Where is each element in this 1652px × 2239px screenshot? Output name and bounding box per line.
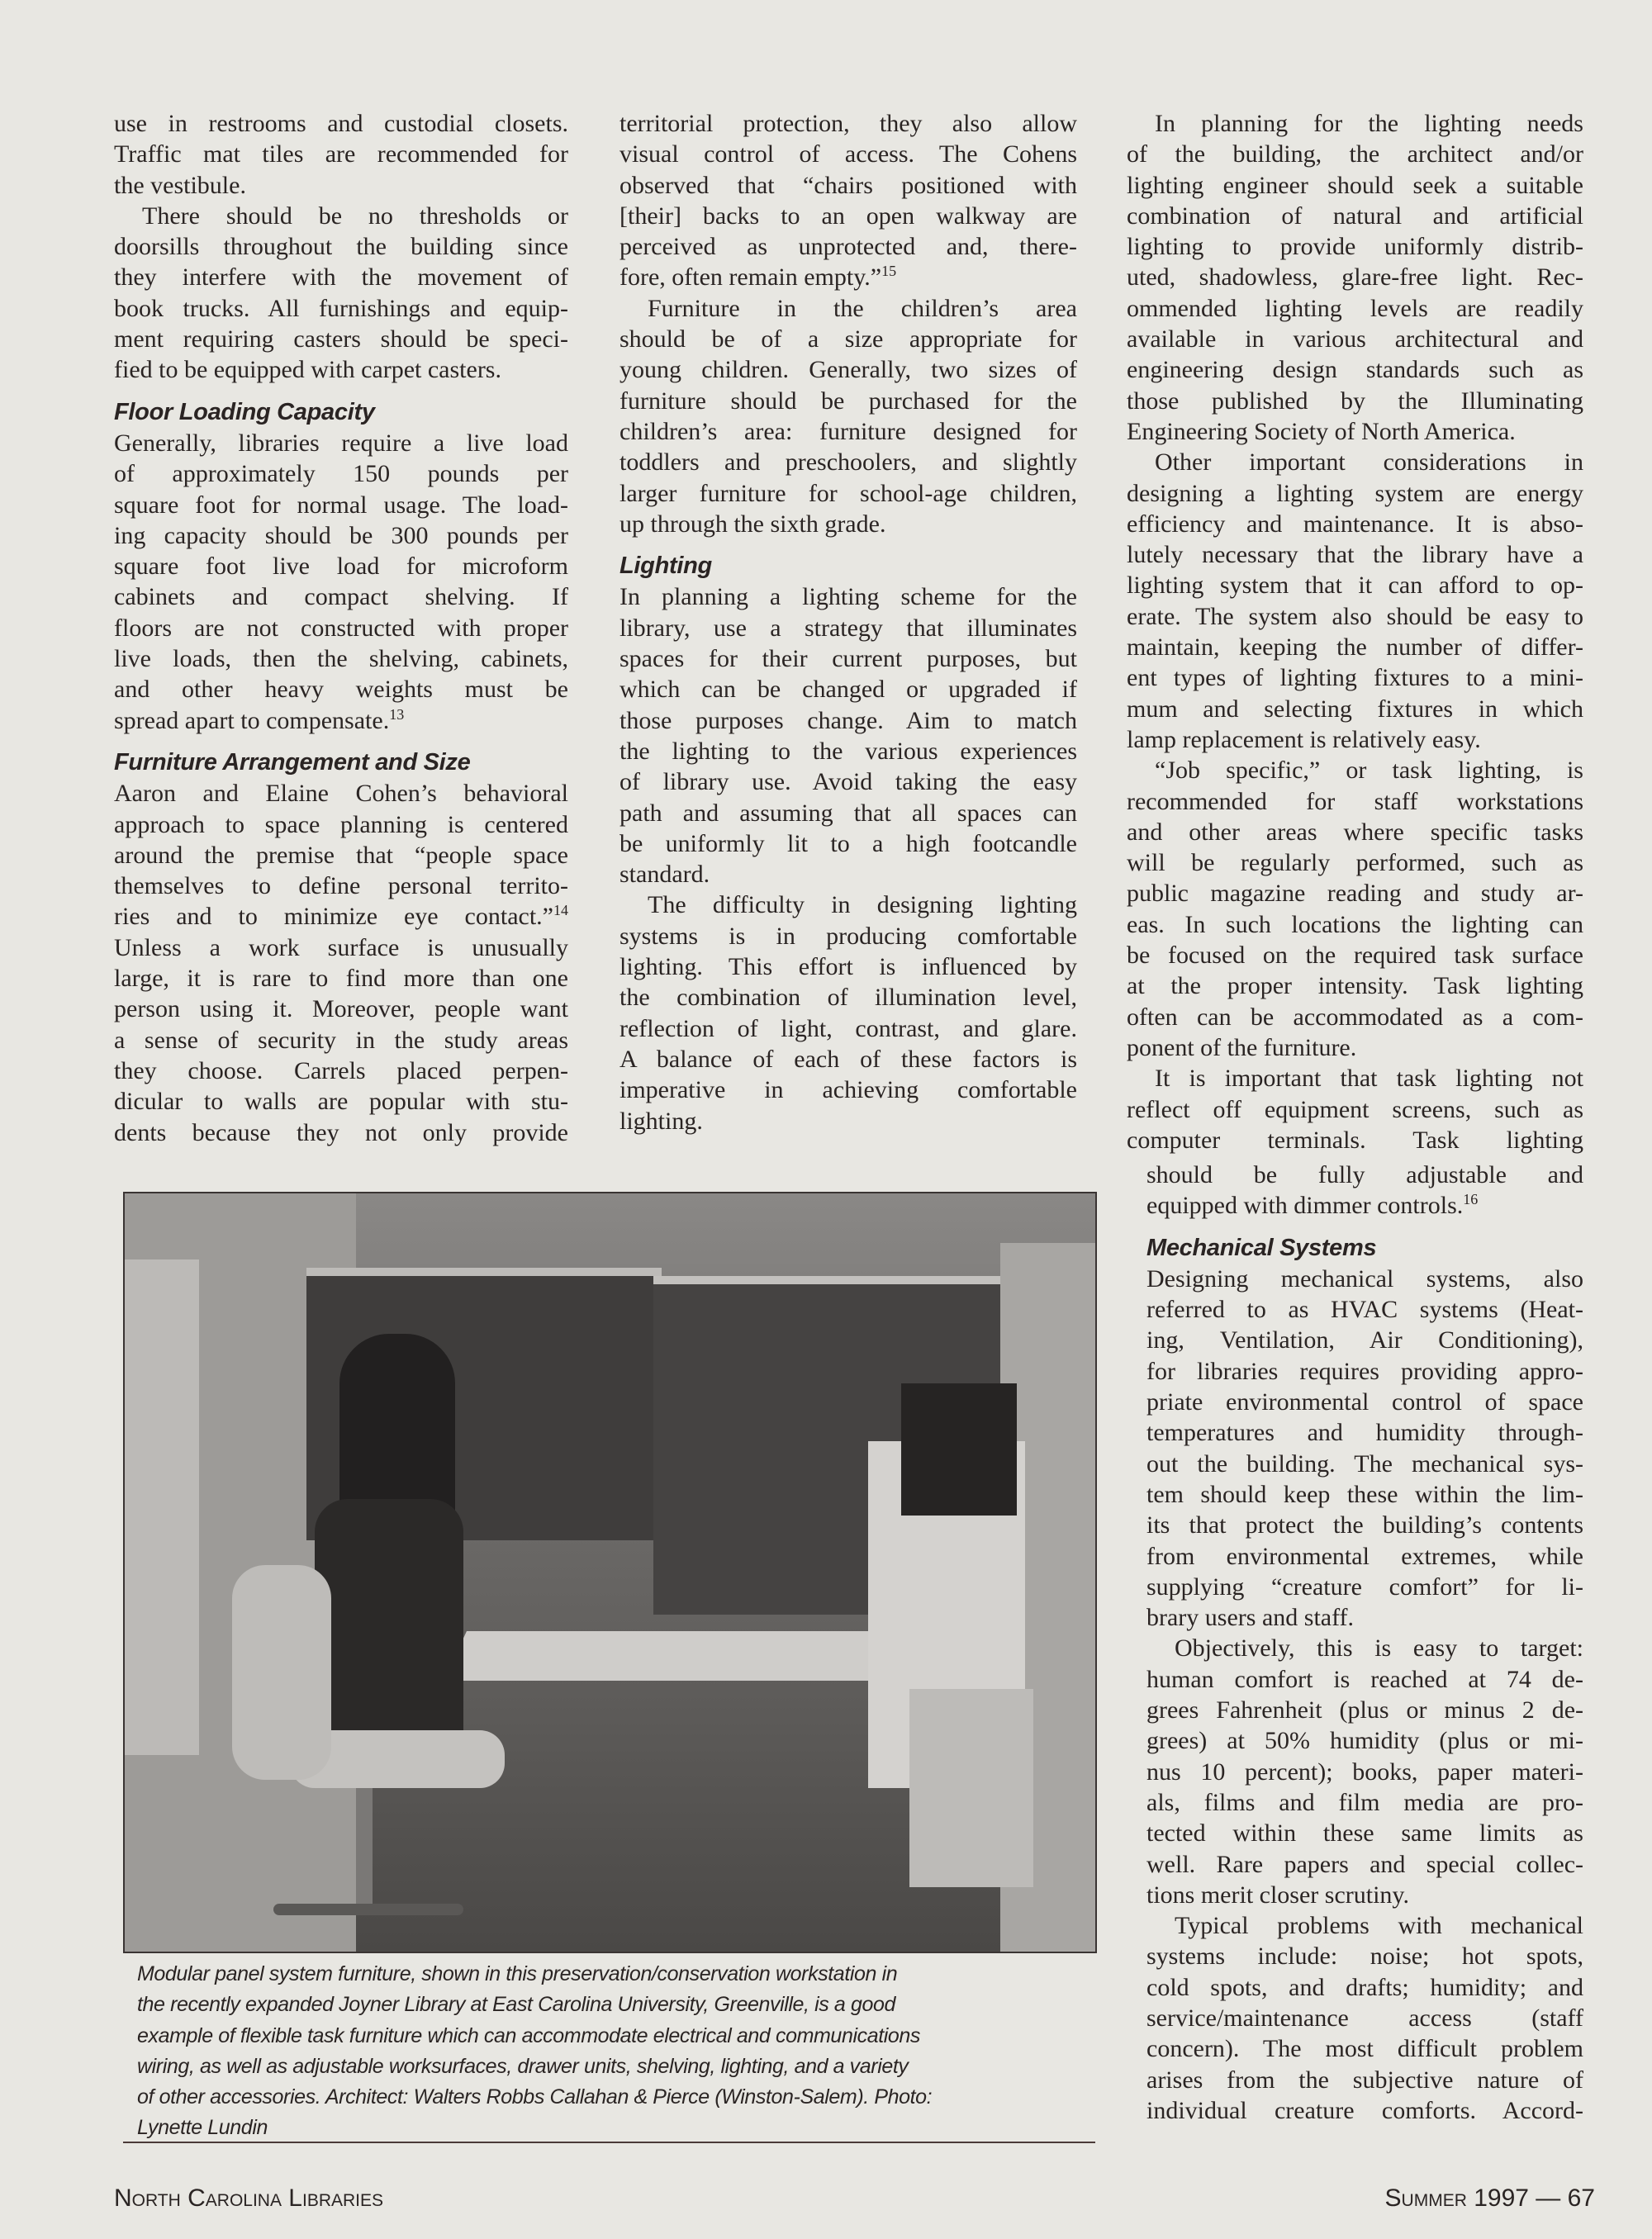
text-line: dicular to walls are popular with stu- [114, 1088, 568, 1116]
caption-line: example of flexible task furniture which can accommodate electrical and communications [137, 2023, 921, 2047]
text-line: ponent of the furniture. [1127, 1033, 1357, 1061]
text-line: individual creature comforts. Accord- [1146, 2096, 1583, 2124]
text-line: larger furniture for school-age children, [620, 479, 1077, 507]
text-line: mum and selecting fixtures in which [1127, 695, 1583, 723]
text-line: lighting system that it can afford to op- [1127, 572, 1583, 600]
text-line: cold spots, and drafts; humidity; and [1146, 1973, 1583, 2001]
text-line: be focused on the required task surface [1127, 942, 1583, 970]
text-line: use in restrooms and custodial closets. [114, 110, 568, 137]
text-line: It is important that task lighting not [1155, 1065, 1583, 1093]
text-line: of approximately 150 pounds per [114, 460, 568, 488]
text-line: eas. In such locations the lighting can [1127, 910, 1583, 938]
text-line: systems include: noise; hot spots, [1146, 1943, 1583, 1971]
text-line: available in various architectural and [1127, 325, 1583, 353]
text-line: and other heavy weights must be [114, 676, 568, 704]
text-line: live loads, then the shelving, cabinets, [114, 645, 568, 673]
text-line: concern). The most difficult problem [1146, 2035, 1583, 2063]
text-line: supplying “creature comfort” for li- [1146, 1573, 1583, 1601]
text-line: the combination of illumination level, [620, 984, 1077, 1012]
text-line: standard. [620, 861, 710, 889]
text-line: ment requiring casters should be speci- [114, 325, 568, 353]
text-line: furniture should be purchased for the [620, 387, 1077, 415]
text-line: visual control of access. The Cohens [620, 140, 1077, 168]
footer-issue-page: Summer 1997 — 67 [1384, 2184, 1595, 2212]
text-line: Engineering Society of North America. [1127, 417, 1516, 445]
paragraph [620, 889, 1077, 1136]
footnote-ref: 15 [881, 263, 897, 280]
text-line: should be of a size appropriate for [620, 325, 1077, 353]
text-line: should be fully adjustable and [1146, 1161, 1583, 1188]
photo-caption [137, 1959, 1087, 2144]
text-line: Generally, libraries require a live load [114, 429, 568, 457]
paragraph [1146, 1160, 1583, 1221]
text-line: recommended for staff workstations [1127, 787, 1583, 815]
paragraph [1146, 1264, 1583, 1634]
text-line: those purposes change. Aim to match [620, 706, 1077, 734]
text-line: combination of natural and artificial [1127, 202, 1583, 230]
section-heading: Lighting [620, 553, 712, 580]
text-line: at the proper intensity. Task lighting [1127, 972, 1583, 1000]
text-line: the vestibule. [114, 171, 246, 199]
footnote-ref: 13 [389, 705, 405, 723]
text-line: Unless a work surface is unusually [114, 933, 568, 961]
text-column-3-continued [1146, 1160, 1583, 2126]
text-line: often can be accommodated as a com- [1127, 1003, 1583, 1031]
text-line: In planning a lighting scheme for the [620, 583, 1077, 611]
text-line: ent types of lighting fixtures to a mini- [1127, 664, 1583, 692]
text-line: Traffic mat tiles are recommended for [114, 140, 568, 168]
text-line: from environmental extremes, while [1146, 1542, 1583, 1570]
text-column-2 [620, 108, 1077, 1136]
paragraph [114, 428, 568, 736]
text-line: [their] backs to an open walkway are [620, 202, 1077, 230]
caption-line: Modular panel system furniture, shown in this preservation/conservation workstation in [137, 1962, 898, 1985]
paragraph [1127, 108, 1583, 447]
text-line: lighting to provide uniformly distrib- [1127, 233, 1583, 261]
text-line: doorsills throughout the building since [114, 233, 568, 261]
text-line: perceived as unprotected and, there- [620, 233, 1077, 261]
text-line: maintain, keeping the number of differ- [1127, 633, 1583, 662]
text-line: erate. The system also should be easy to [1127, 602, 1583, 630]
workstation-photo [123, 1192, 1097, 1953]
paragraph [114, 778, 568, 1148]
text-line: spaces for their current purposes, but [620, 645, 1077, 673]
text-line: territorial protection, they also allow [620, 110, 1077, 137]
text-line: for libraries requires providing appro- [1146, 1357, 1583, 1385]
section-heading: Mechanical Systems [1146, 1234, 1377, 1261]
text-line: and other areas where specific tasks [1127, 818, 1583, 846]
text-line: The difficulty in designing lighting [648, 891, 1077, 919]
text-line: children’s area: furniture designed for [620, 417, 1077, 445]
text-line: Furniture in the children’s area [648, 294, 1077, 322]
text-line: public magazine reading and study ar- [1127, 880, 1583, 908]
text-line: dents because they not only provide [114, 1118, 568, 1146]
caption-line: the recently expanded Joyner Library at East Carolina University, Greenville, is a good [137, 1993, 895, 2017]
footnote-ref: 16 [1463, 1191, 1479, 1208]
text-line: a sense of security in the study areas [114, 1026, 568, 1054]
footer-publication: North Carolina Libraries [114, 2184, 384, 2212]
text-line: library, use a strategy that illuminates [620, 614, 1077, 642]
text-line: Aaron and Elaine Cohen’s behavioral [114, 780, 568, 808]
paragraph [1127, 447, 1583, 755]
text-column-3 [1127, 108, 1583, 1155]
text-line: observed that “chairs positioned with [620, 171, 1077, 199]
text-line: spread apart to compensate.$^{13}$ [114, 705, 405, 734]
caption-line: wiring, as well as adjustable worksurfaces, drawer units, shelving, lighting, and a variety [137, 2054, 909, 2078]
text-line: of library use. Avoid taking the easy [620, 768, 1077, 796]
text-line: will be regularly performed, such as [1127, 849, 1583, 877]
text-line: priate environmental control of space [1146, 1388, 1583, 1416]
text-line: Designing mechanical systems, also [1146, 1264, 1583, 1293]
text-line: young children. Generally, two sizes of [620, 356, 1077, 384]
text-line: “Job specific,” or task lighting, is [1155, 757, 1583, 785]
text-line: approach to space planning is centered [114, 810, 568, 838]
text-line: out the building. The mechanical sys- [1146, 1449, 1583, 1478]
text-line: ries and to minimize eye contact.”$^{14}$ [114, 902, 568, 931]
text-line: of the building, the architect and/or [1127, 140, 1583, 168]
text-line: equipped with dimmer controls.$^{16}$ [1146, 1191, 1479, 1220]
text-line: floors are not constructed with proper [114, 614, 568, 642]
paragraph [114, 108, 568, 201]
text-line: person using it. Moreover, people want [114, 995, 568, 1023]
text-line: arises from the subjective nature of [1146, 2066, 1583, 2094]
text-line: fore, often remain empty.”$^{15}$ [620, 263, 897, 292]
text-line: which can be changed or upgraded if [620, 676, 1077, 704]
text-line: fied to be equipped with carpet casters. [114, 356, 501, 384]
text-line: lighting. [620, 1107, 703, 1135]
text-line: Objectively, this is easy to target: [1175, 1634, 1583, 1663]
text-line: themselves to define personal territo- [114, 872, 568, 900]
text-line: Other important considerations in [1155, 448, 1583, 477]
text-line: around the premise that “people space [114, 841, 568, 869]
text-line: large, it is rare to find more than one [114, 965, 568, 993]
text-line: systems is in producing comfortable [620, 922, 1077, 950]
text-line: ing capacity should be 300 pounds per [114, 521, 568, 549]
text-line: path and assuming that all spaces can [620, 799, 1077, 827]
caption-rule [123, 2142, 1095, 2143]
text-line: square foot for normal usage. The load- [114, 491, 568, 519]
text-line: up through the sixth grade. [620, 510, 886, 538]
text-line: grees Fahrenheit (plus or minus 2 de- [1146, 1696, 1583, 1724]
text-line: lighting. This effort is influenced by [620, 953, 1077, 981]
paragraph [1127, 1063, 1583, 1155]
text-line: those published by the Illuminating [1127, 387, 1583, 415]
text-line: book trucks. All furnishings and equip- [114, 294, 568, 322]
text-line: ing, Ventilation, Air Conditioning), [1146, 1326, 1583, 1354]
text-line: tem should keep these within the lim- [1146, 1480, 1583, 1508]
text-line: A balance of each of these factors is [620, 1045, 1077, 1073]
text-line: referred to as HVAC systems (Heat- [1146, 1296, 1583, 1324]
paragraph [1127, 755, 1583, 1063]
paragraph [114, 201, 568, 386]
text-line: its that protect the building’s contents [1146, 1511, 1583, 1539]
text-line: efficiency and maintenance. It is abso- [1127, 510, 1583, 538]
section-heading: Floor Loading Capacity [114, 398, 375, 425]
paragraph [620, 293, 1077, 539]
section-heading: Furniture Arrangement and Size [114, 748, 471, 776]
text-line: ommended lighting levels are readily [1127, 294, 1583, 322]
text-line: they choose. Carrels placed perpen- [114, 1056, 568, 1084]
text-line: reflection of light, contrast, and glare. [620, 1014, 1077, 1042]
text-line: In planning for the lighting needs [1155, 110, 1583, 137]
text-line: imperative in achieving comfortable [620, 1076, 1077, 1104]
text-line: computer terminals. Task lighting [1127, 1126, 1583, 1154]
paragraph [1146, 1910, 1583, 2126]
paragraph [620, 108, 1077, 293]
caption-line: of other accessories. Architect: Walters Robbs Callahan & Pierce (Winston-Salem). Photo: [137, 2085, 933, 2109]
text-line: tected within these same limits as [1146, 1819, 1583, 1848]
text-line: tions merit closer scrutiny. [1146, 1881, 1409, 1909]
text-line: toddlers and preschoolers, and slightly [620, 448, 1077, 477]
footnote-ref: 14 [553, 902, 568, 919]
text-column-1 [114, 108, 568, 1148]
text-line: grees) at 50% humidity (plus or mi- [1146, 1727, 1583, 1755]
text-line: Typical problems with mechanical [1175, 1912, 1583, 1940]
text-line: they interfere with the movement of [114, 263, 568, 292]
text-line: als, films and film media are pro- [1146, 1788, 1583, 1816]
text-line: designing a lighting system are energy [1127, 479, 1583, 507]
text-line: lamp replacement is relatively easy. [1127, 725, 1481, 753]
text-line: cabinets and compact shelving. If [114, 583, 568, 611]
paragraph [1146, 1633, 1583, 1910]
text-line: temperatures and humidity through- [1146, 1419, 1583, 1447]
text-line: the lighting to the various experiences [620, 737, 1077, 765]
text-line: lighting engineer should seek a suitable [1127, 171, 1583, 199]
text-line: reflect off equipment screens, such as [1127, 1095, 1583, 1123]
text-line: square foot live load for microform [114, 553, 568, 581]
caption-line: Lynette Lundin [137, 2116, 268, 2140]
text-line: uted, shadowless, glare-free light. Rec- [1127, 263, 1583, 292]
text-line: well. Rare papers and special collec- [1146, 1850, 1583, 1878]
paragraph [620, 581, 1077, 889]
text-line: be uniformly lit to a high footcandle [620, 829, 1077, 857]
text-line: service/maintenance access (staff [1146, 2004, 1583, 2033]
text-line: engineering design standards such as [1127, 356, 1583, 384]
text-line: lutely necessary that the library have a [1127, 541, 1583, 569]
text-line: human comfort is reached at 74 de- [1146, 1665, 1583, 1693]
text-line: brary users and staff. [1146, 1604, 1355, 1632]
text-line: nus 10 percent); books, paper materi- [1146, 1758, 1583, 1786]
text-line: There should be no thresholds or [142, 202, 568, 230]
